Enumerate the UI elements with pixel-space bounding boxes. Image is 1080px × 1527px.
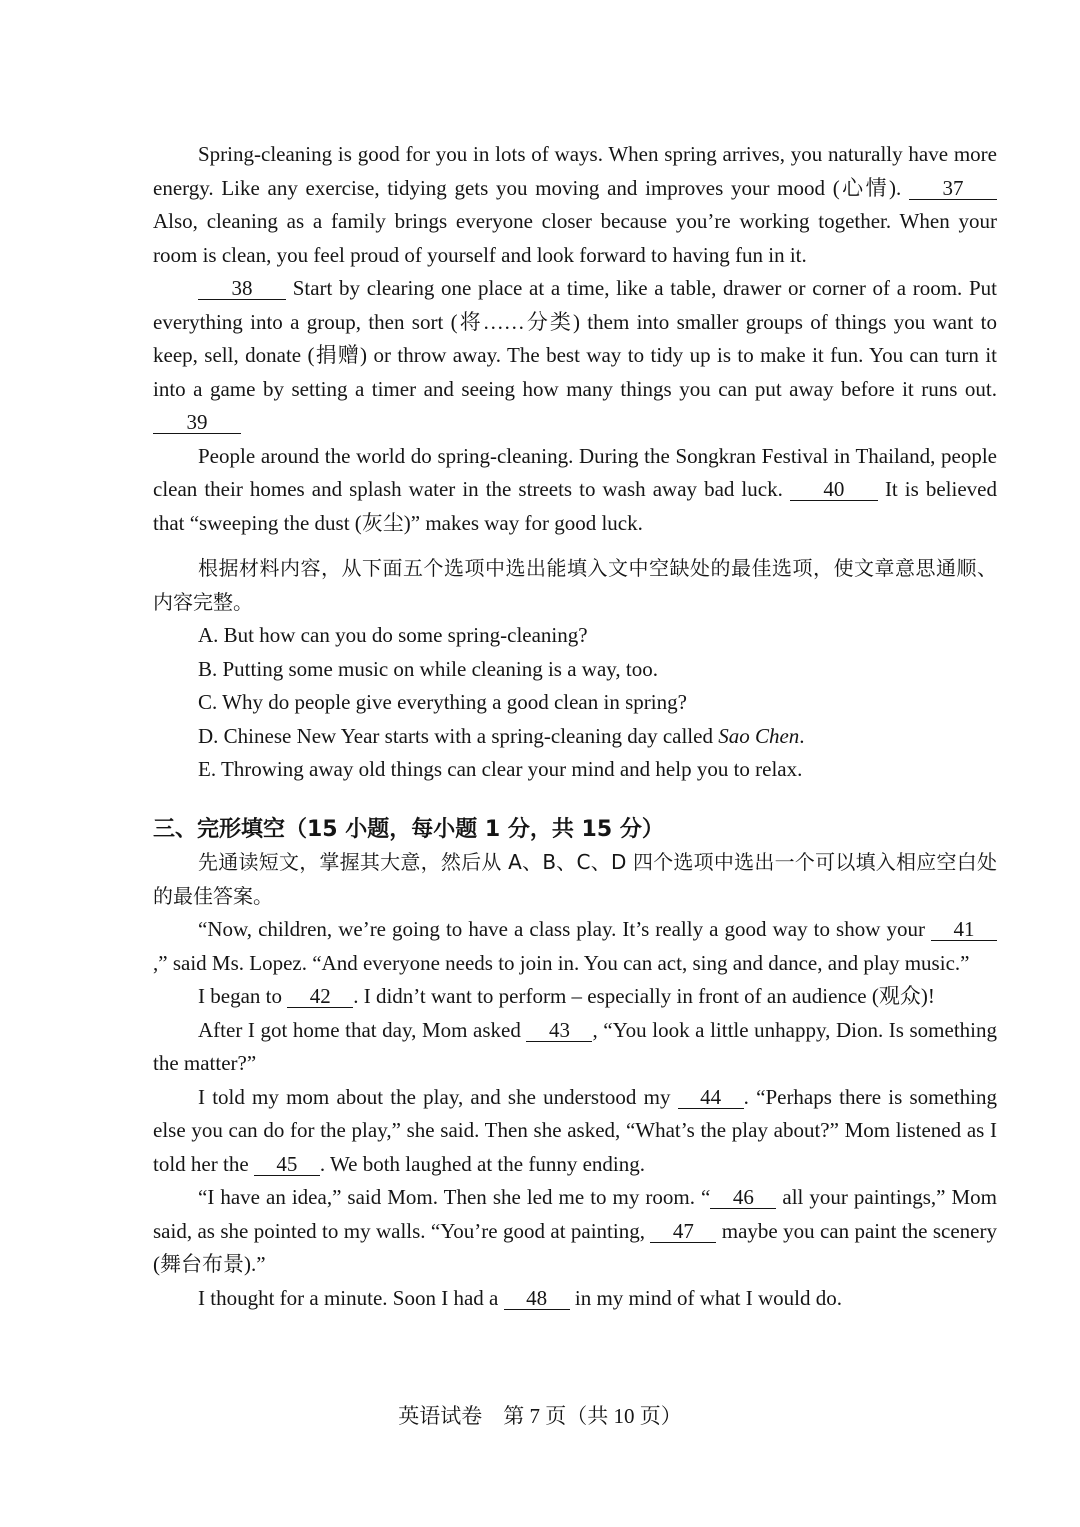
blank-39: 39	[153, 411, 241, 434]
passage2-paragraph-2	[153, 980, 997, 1014]
blank-44: 44	[678, 1086, 744, 1109]
blank-46: 46	[710, 1186, 776, 1209]
text: . I didn’t want to perform – especially in front of an audience (观众)!	[353, 984, 935, 1008]
text: “I have an idea,” said Mom. Then she led me to my room. “	[198, 1185, 711, 1209]
instruction-seven-choose-five: 根据材料内容，从下面五个选项中选出能填入文中空缺处的最佳选项，使文章意思通顺、内容完整。	[153, 556, 997, 614]
blank-40: 40	[790, 478, 878, 501]
page-footer: 英语试卷 第 7 页（共 10 页）	[398, 1404, 682, 1428]
option-e: E. Throwing away old things can clear your mind and help you to relax.	[198, 757, 803, 781]
text: Start by clearing one place at a time, like a table, drawer or corner of a room. Put everything into a group, then sort (将……分类) them into smaller groups of things you want to keep, sell, donate (捐赠) or throw away. The best way to tidy up is to make it fun. You can turn it into a game by setting a timer and seeing how many things you can put away before it runs out.	[153, 276, 997, 401]
blank-48: 48	[504, 1287, 570, 1310]
page-content	[153, 138, 997, 1315]
text: .	[799, 723, 805, 748]
text: Also, cleaning as a family brings everyone closer because you’re working together. When your room is clean, you feel proud of yourself and look forward to having fun in it.	[153, 209, 997, 267]
passage1-paragraph-3	[153, 440, 997, 541]
passage2-paragraph-3	[153, 1014, 997, 1081]
text: . “Perhaps there is something else you can do for the play,” she said. Then she asked, “What’s the play about?” Mom listened as I told her the	[153, 1084, 997, 1176]
text: After I got home that day, Mom asked	[198, 1017, 521, 1042]
text: ,” said Ms. Lopez. “And everyone needs to join in. You can act, sing and dance, and play music.”	[153, 950, 970, 975]
text: . We both laughed at the funny ending.	[319, 1151, 645, 1176]
text: It is believed that “sweeping the dust (灰尘)” makes way for good luck.	[153, 477, 997, 535]
passage1-paragraph-2	[153, 272, 997, 440]
passage2-paragraph-1	[153, 913, 997, 980]
option-b: B. Putting some music on while cleaning is a way, too.	[198, 656, 659, 681]
option-a: A. But how can you do some spring-cleaning?	[198, 623, 588, 647]
text: I began to	[198, 984, 282, 1008]
section-title: 三、完形填空（15 小题，每小题 1 分，共 15 分）	[153, 816, 664, 842]
passage2-paragraph-6	[153, 1282, 997, 1316]
text: I thought for a minute. Soon I had a	[198, 1285, 499, 1310]
text: People around the world do spring-cleaning. During the Songkran Festival in Thailand, people clean their homes and splash water in the streets to wash away bad luck.	[153, 443, 997, 501]
spacer	[153, 540, 997, 552]
blank-45: 45	[254, 1153, 320, 1176]
blank-47: 47	[650, 1220, 716, 1243]
blank-43: 43	[526, 1019, 592, 1042]
blank-42: 42	[287, 985, 353, 1008]
text: maybe you can paint the scenery (舞台布景).”	[153, 1218, 997, 1276]
passage2-paragraph-5	[153, 1181, 997, 1282]
blank-41: 41	[931, 918, 997, 941]
text: , “You look a little unhappy, Dion. Is something the matter?”	[153, 1017, 998, 1075]
passage1-paragraph-1	[153, 138, 997, 272]
text: in my mind of what I would do.	[574, 1285, 843, 1310]
text: I told my mom about the play, and she understood my	[198, 1084, 671, 1109]
passage2-paragraph-4	[153, 1081, 997, 1182]
italic-term: Sao Chen	[718, 723, 800, 748]
text: D. Chinese New Year starts with a spring-cleaning day called	[198, 723, 713, 748]
text: Spring-cleaning is good for you in lots of ways. When spring arrives, you naturally have more energy. Like any exercise, tidying gets you moving and improves your mood (心情).	[153, 142, 997, 200]
blank-37: 37	[909, 177, 997, 200]
section-instruction: 先通读短文，掌握其大意，然后从 A、B、C、D 四个选项中选出一个可以填入相应空白处的最佳答案。	[153, 850, 997, 908]
option-c: C. Why do people give everything a good clean in spring?	[198, 690, 687, 714]
text: “Now, children, we’re going to have a class play. It’s really a good way to show your	[198, 917, 925, 941]
text: all your paintings,” Mom said, as she pointed to my walls. “You’re good at painting,	[153, 1185, 997, 1243]
blank-38: 38	[198, 277, 286, 300]
option-d	[153, 720, 997, 754]
